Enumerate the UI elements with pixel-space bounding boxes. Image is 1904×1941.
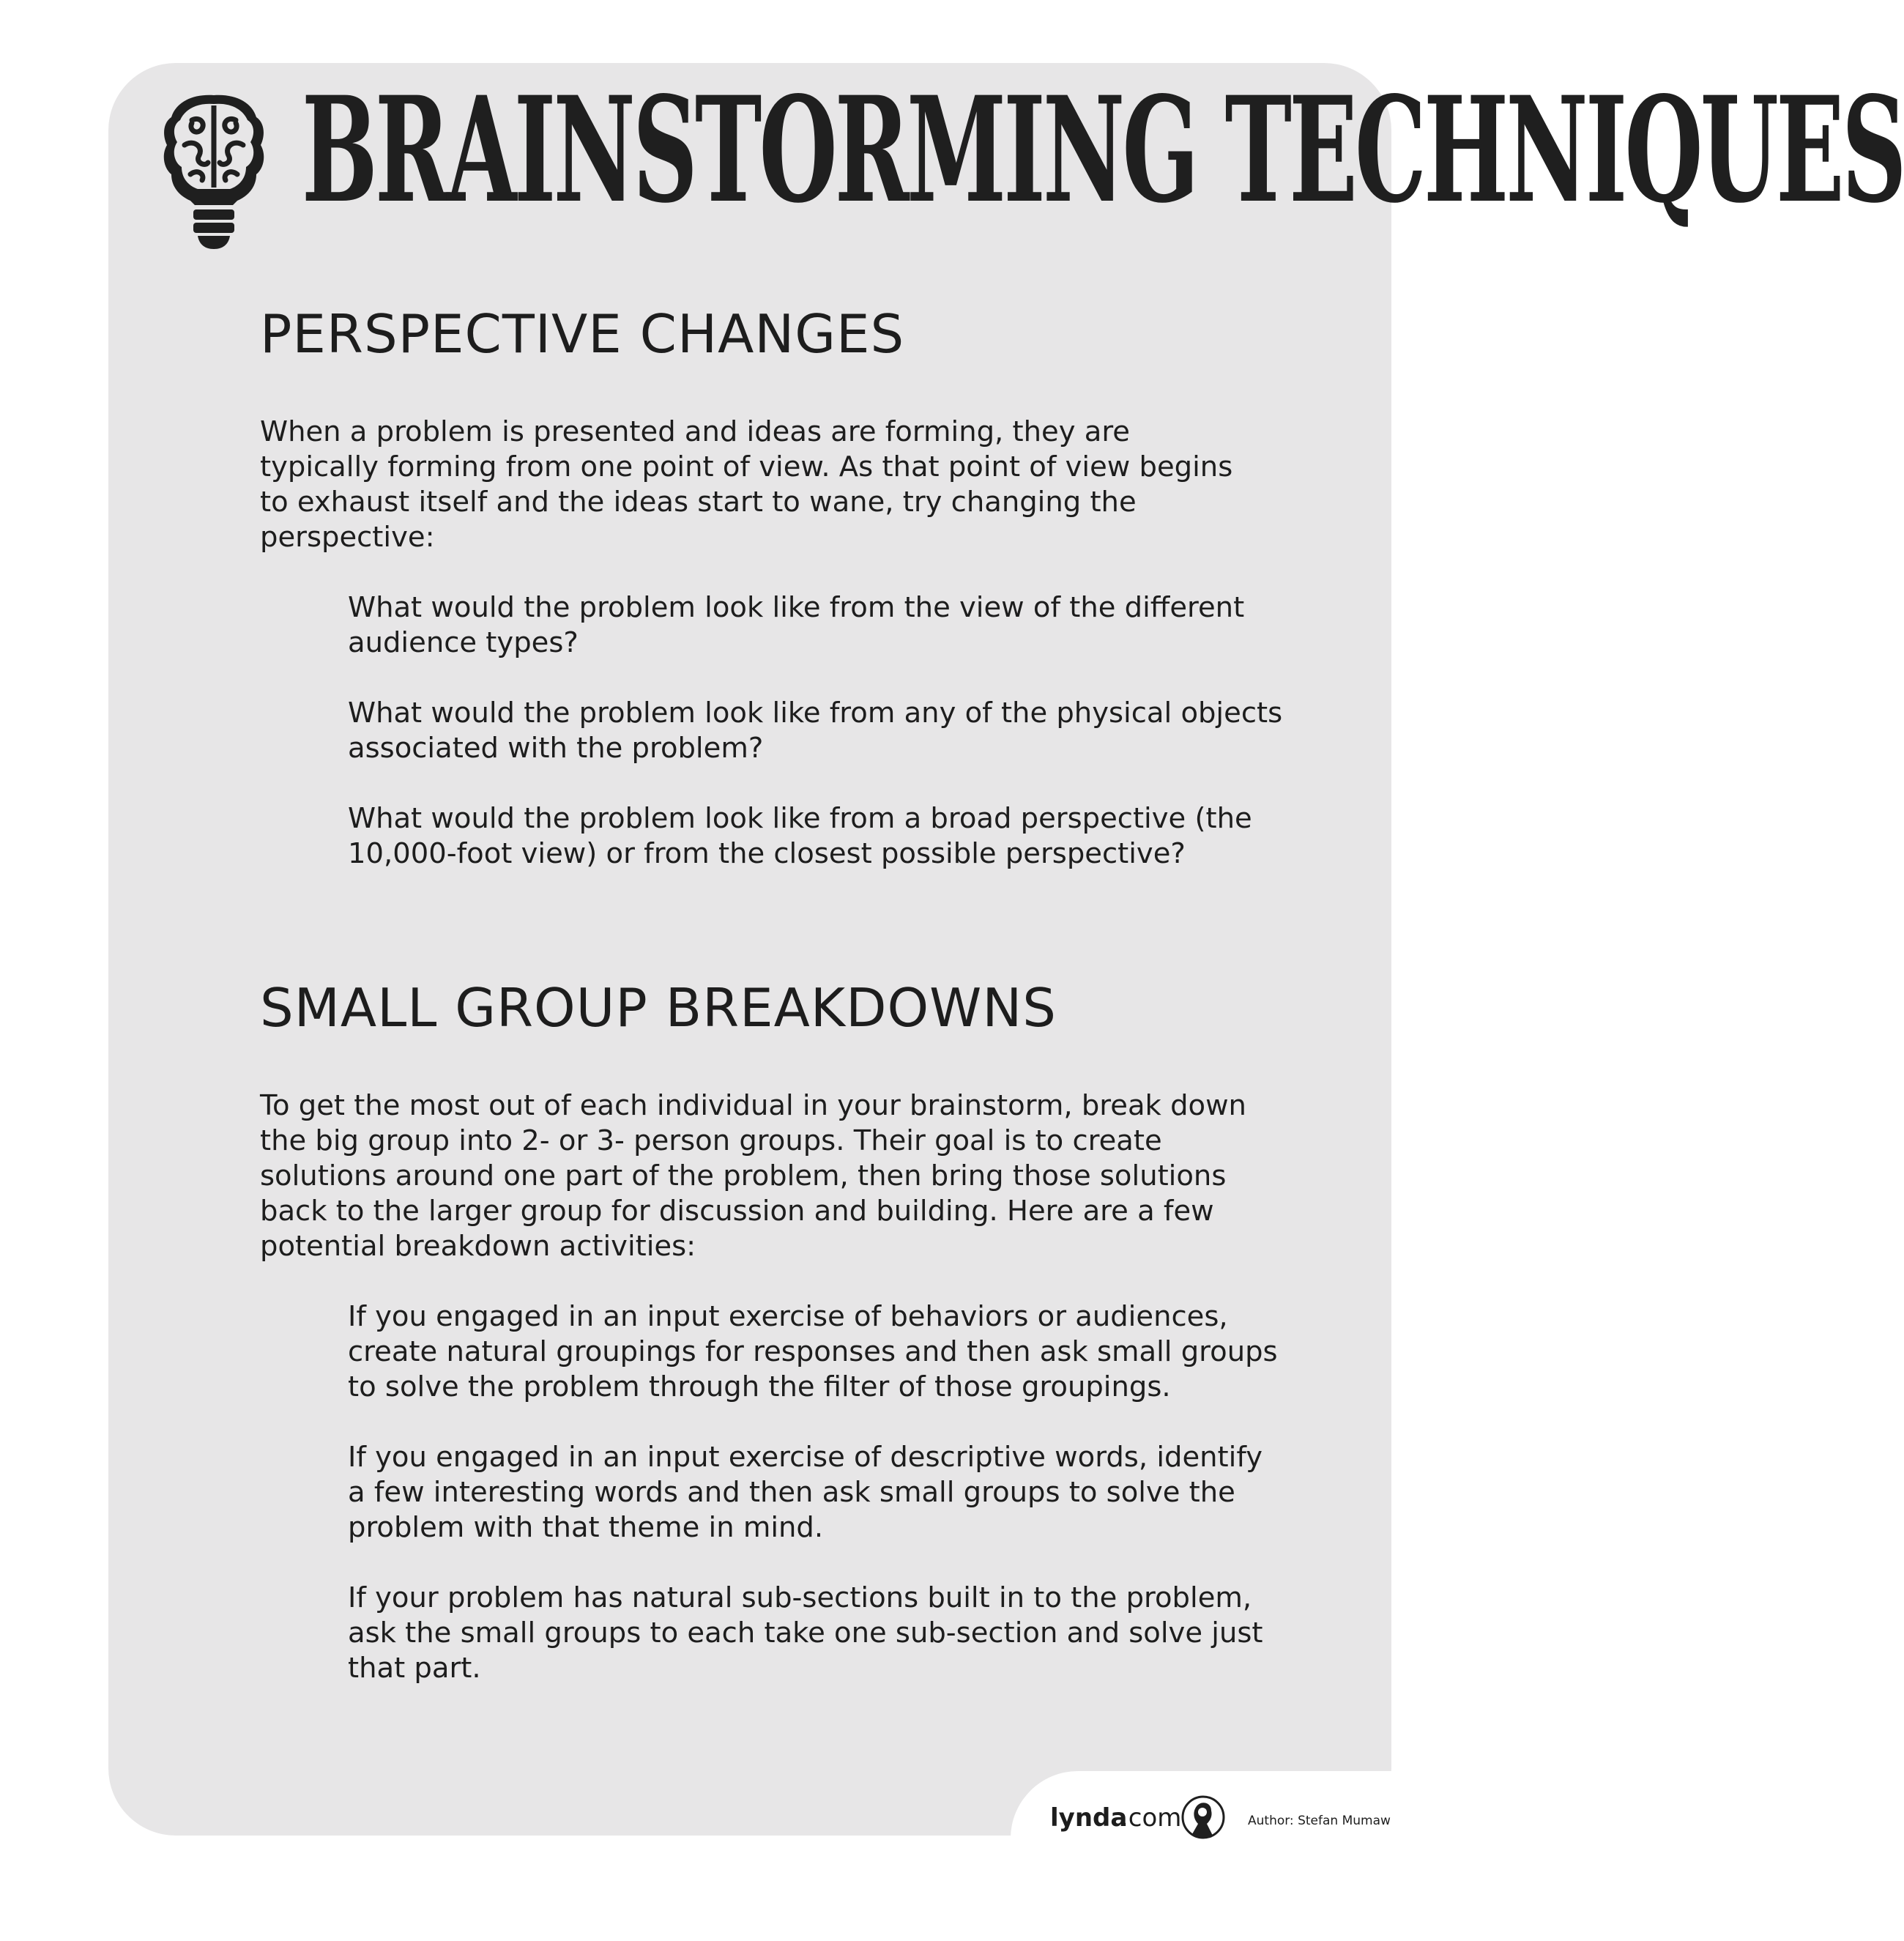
main-content	[260, 303, 1285, 1686]
brand-name: lynda	[1050, 1803, 1128, 1833]
section-heading-small-groups: SMALL GROUP BREAKDOWNS	[260, 977, 1057, 1039]
list-item: What would the problem look like from a broad perspective (the 10,000-foot view) or from the closest possible perspective?	[348, 802, 1252, 870]
page-footer	[1040, 1787, 1450, 1853]
list-item: What would the problem look like from the view of the different audience types?	[348, 591, 1245, 659]
page-title: BRAINSTORMING TECHNIQUES	[302, 64, 1904, 235]
author-credit: Author: Stefan Mumaw	[1248, 1814, 1391, 1828]
section-intro: When a problem is presented and ideas are forming, they are typically forming from one point of view. As that point of view begins to exhaust itself and the ideas start to wane, try changing the perspective:	[260, 415, 1233, 554]
list-item: If you engaged in an input exercise of descriptive words, identify a few interesting words and then ask small groups to solve the problem with that theme in mind.	[348, 1441, 1263, 1544]
list-item: If your problem has natural sub-sections built in to the problem, ask the small groups to each take one sub-section and solve just that part.	[348, 1581, 1263, 1685]
page-header	[155, 64, 1904, 255]
section-heading-perspective: PERSPECTIVE CHANGES	[260, 303, 905, 365]
section-intro: To get the most out of each individual in your brainstorm, break down the big group into 2- or 3- person groups. Their goal is to create solutions around one part of the problem, then bring those solutions back to the larger group for discussion and building. Here are a few potential breakdown activities:	[260, 1089, 1246, 1263]
list-item: What would the problem look like from any of the physical objects associated with the problem?	[348, 697, 1283, 765]
list-item: If you engaged in an input exercise of behaviors or audiences, create natural groupings for responses and then ask small groups to solve the problem through the filter of those groupings.	[348, 1300, 1278, 1403]
brand-domain: .com	[1120, 1803, 1182, 1833]
brain-lightbulb-icon	[163, 91, 265, 250]
lynda-logo-icon	[1180, 1795, 1226, 1840]
